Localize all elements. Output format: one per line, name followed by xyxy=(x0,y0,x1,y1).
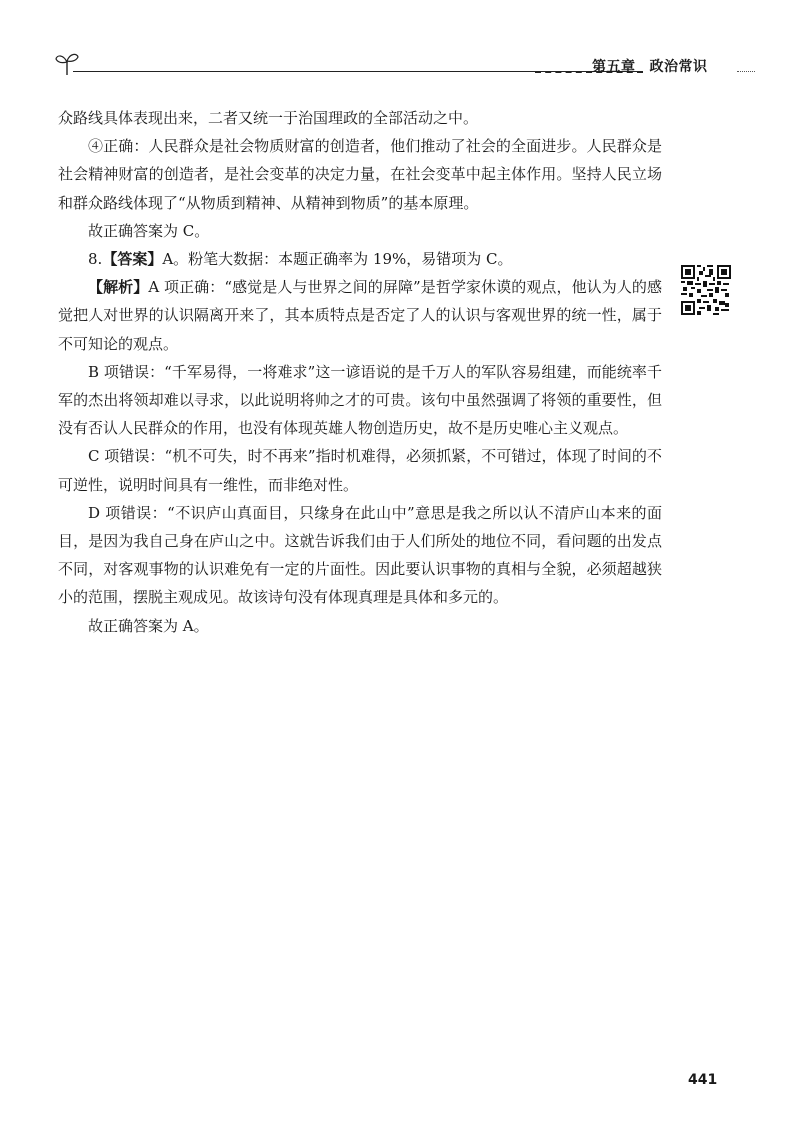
question-number: 8. xyxy=(88,250,103,269)
paragraph-conclusion: 故正确答案为 A。 xyxy=(88,616,209,635)
page-number: 441 xyxy=(688,1072,718,1088)
paragraph-option-d: D 项错误：“不识庐山真面目，只缘身在此山中”意思是我之所以认不清庐山本来的面目，是因为我自己身在庐山之中。这就告诉我们由于人们所处的地位不同，看问题的出发点不同，对客观事物的认识难免有一定的片面性。因此要认识事物的真相与全貌，必须超越狭小的范围，摆脱主观成见。故该诗句没有体现真理是具体和多元的。 xyxy=(58,503,662,607)
page-body xyxy=(58,104,662,640)
paragraph-option-c: C 项错误：“机不可失，时不再来”指时机难得，必须抓紧，不可错过，体现了时间的不可逆性，说明时间具有一维性，而非绝对性。 xyxy=(58,447,662,494)
paragraph-2: ④正确：人民群众是社会物质财富的创造者，他们推动了社会的全面进步。人民群众是社会精神财富的创造者，是社会变革的决定力量，在社会变革中起主体作用。坚持人民立场和群众路线体现了“从物质到精神、从精神到物质”的基本原理。 xyxy=(58,137,662,212)
sprout-icon xyxy=(55,50,79,76)
header-rule-right xyxy=(737,71,755,72)
chapter-title xyxy=(592,56,708,76)
chapter-number: 第五章 xyxy=(592,59,636,75)
answer-paragraph xyxy=(58,245,662,273)
analysis-text: A 项正确：“感觉是人与世界之间的屏障”是哲学家休谟的观点，他认为人的感觉把人对世界的认识隔离开来了，其本质特点是否定了人的认识与客观世界的统一性，属于不可知论的观点。 xyxy=(58,278,662,353)
analysis-paragraph xyxy=(58,273,662,358)
qr-code-icon[interactable] xyxy=(681,265,731,315)
page-header xyxy=(55,48,755,78)
answer-tag: 【答案】 xyxy=(102,250,163,269)
chapter-section: 政治常识 xyxy=(649,59,708,75)
paragraph-3: 故正确答案为 C。 xyxy=(88,221,210,240)
paragraph-1: 众路线具体表现出来，二者又统一于治国理政的全部活动之中。 xyxy=(58,109,479,127)
paragraph-option-b: B 项错误：“千军易得，一将难求”这一谚语说的是千万人的军队容易组建，而能统率千军的杰出将领却难以寻求，以此说明将帅之才的可贵。该句中虽然强调了将领的重要性，但没有否认人民群众的作用，也没有体现英雄人物创造历史，故不是历史唯心主义观点。 xyxy=(58,362,662,438)
analysis-tag: 【解析】 xyxy=(88,278,149,297)
answer-text: A。粉笔大数据：本题正确率为 19%，易错项为 C。 xyxy=(162,250,513,269)
